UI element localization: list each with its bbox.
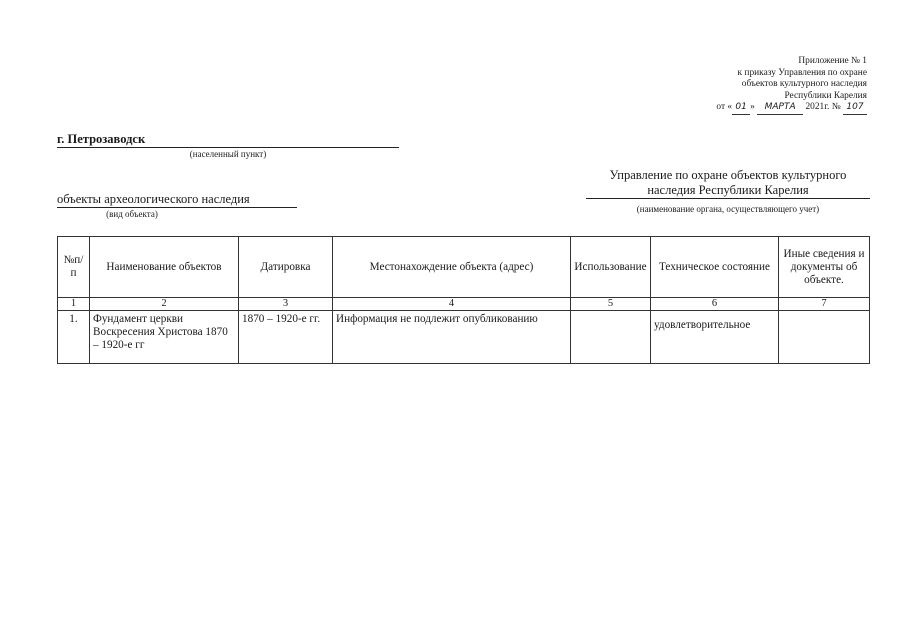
header-location: Местонахождение объекта (адрес) [333,237,571,298]
object-condition: удовлетворительное [651,311,779,364]
column-number: 6 [651,298,779,311]
settlement-field: г. Петрозаводск [57,132,399,148]
column-number: 3 [239,298,333,311]
object-dating: 1870 – 1920-е гг. [239,311,333,364]
object-usage [571,311,651,364]
object-type-field: объекты археологического наследия [57,192,297,208]
date-prefix: от « [716,102,733,113]
appendix-line4: Республики Карелия [784,90,867,101]
order-number: 107 [843,102,867,115]
column-number: 1 [58,298,90,311]
appendix-line1: Приложение № 1 [798,56,867,66]
authority-caption: (наименование органа, осуществляющего учет) [636,204,820,214]
table-header-row [58,237,870,298]
column-number: 5 [571,298,651,311]
appendix-date-line [607,102,867,115]
date-month: МАРТА [757,102,803,115]
appendix-line2: к приказу Управления по охране [737,67,867,78]
column-number-row [58,298,870,311]
column-number: 7 [779,298,870,311]
date-mid: » [750,102,758,113]
header-other: Иные сведения и документы об объекте. [779,237,870,298]
date-day: 01 [732,102,750,115]
header-dating: Датировка [239,237,333,298]
settlement-caption: (населенный пункт) [189,149,267,159]
column-number: 2 [90,298,239,311]
header-num: №п/п [58,237,90,298]
authority-field: Управление по охране объектов культурного наследия Республики Карелия [586,168,870,199]
date-suffix: 2021г. № [803,102,843,113]
header-condition: Техническое состояние [651,237,779,298]
table-row [58,311,870,364]
object-type-caption: (вид объекта) [106,209,158,219]
column-number: 4 [333,298,571,311]
header-usage: Использование [571,237,651,298]
header-name: Наименование объектов [90,237,239,298]
object-location: Информация не подлежит опубликованию [333,311,571,364]
object-other [779,311,870,364]
row-number: 1. [58,311,90,364]
object-name: Фундамент церкви Воскресения Христова 1870 – 1920-е гг [90,311,239,364]
register-table [57,236,870,364]
appendix-block [607,56,867,115]
appendix-line3: объектов культурного наследия [741,79,867,90]
